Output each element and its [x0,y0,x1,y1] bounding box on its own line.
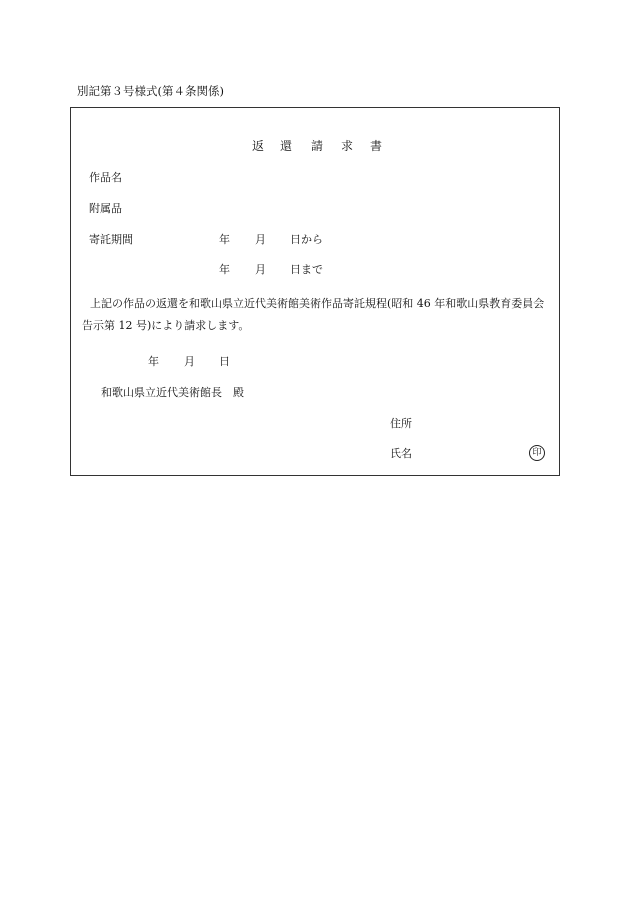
period-from-day: 日から [290,233,323,246]
date-month: 月 [184,355,195,368]
period-to-month: 月 [255,263,266,276]
title-char: 返 [252,139,265,153]
request-statement: 上記の作品の返還を和歌山県立近代美術館美術作品寄託規程(昭和 46 年和歌山県教育委員会告示第 12 号)により請求します。 [82,297,545,332]
form-number-label: 別記第３号様式(第４条関係) [77,84,224,98]
period-to-day: 日まで [290,263,323,276]
addressee: 和歌山県立近代美術館長 殿 [101,386,244,399]
period-label: 寄託期間 [89,233,133,246]
request-form [70,107,560,476]
address-label: 住所 [390,417,412,430]
title-char: 還 [280,139,293,153]
date-day: 日 [219,355,230,368]
title-char: 請 [311,139,324,153]
period-to-year: 年 [219,263,230,276]
work-name-label: 作品名 [89,171,122,184]
name-label: 氏名 [390,447,412,460]
accessories-label: 附属品 [89,202,122,215]
period-from-year: 年 [219,233,230,246]
date-year: 年 [148,355,159,368]
seal-mark: 印 [529,445,545,461]
title-char: 求 [341,139,354,153]
period-from-month: 月 [255,233,266,246]
title-char: 書 [370,139,383,153]
